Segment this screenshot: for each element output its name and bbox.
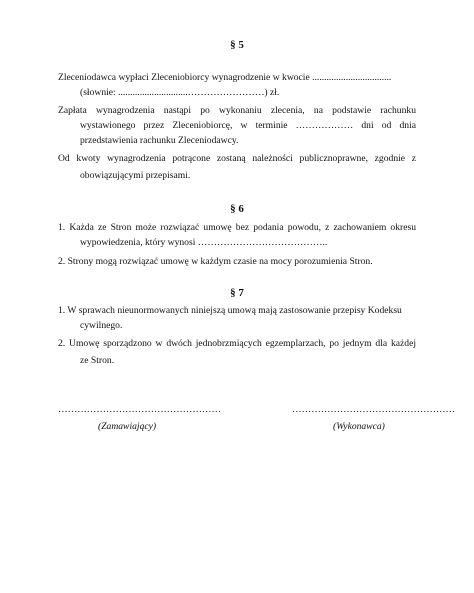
section-6-line-2: wypowiedzenia, który wynosi ………………………………….. <box>80 237 328 248</box>
section-7-line-2: cywilnego. <box>80 320 123 331</box>
section-5-line-6: Od kwoty wynagrodzenia potrącone zostaną należności publicznoprawne, zgodnie z <box>58 153 416 164</box>
section-5-line-4: wystawionego przez Zleceniobiorcę, w terminie ……………… dni od dnia <box>80 120 416 131</box>
section-5-line-1: Zleceniodawca wypłaci Zleceniobiorcy wynagrodzenie w kwocie ................................. <box>58 72 392 83</box>
section-5-line-5: przedstawienia rachunku Zleceniodawcy. <box>80 135 239 146</box>
section-7-line-4: ze Stron. <box>80 355 115 366</box>
section-5-line-7: obowiązującymi przepisami. <box>80 170 191 181</box>
section-5-line-2: (słownie: .............................……………………) zł. <box>80 87 280 98</box>
section-7-heading: § 7 <box>230 287 244 299</box>
signature-line-right: …………………………………………… <box>292 404 456 415</box>
section-5-line-3: Zapłata wynagrodzenia nastąpi po wykonaniu zlecenia, na podstawie rachunku <box>58 105 416 116</box>
section-5-heading: § 5 <box>230 39 244 51</box>
section-6-line-1: 1. Każda ze Stron może rozwiązać umowę bez podania powodu, z zachowaniem okresu <box>58 222 416 233</box>
section-6-heading: § 6 <box>230 203 244 215</box>
signature-line-left: …………………………………………… <box>58 404 222 415</box>
section-7-line-3: 2. Umowę sporządzono w dwóch jednobrzmiących egzemplarzach, po jednym dla każdej <box>58 338 416 349</box>
section-7-line-1: 1. W sprawach nieunormowanych niniejszą umową mają zastosowanie przepisy Kodeksu <box>58 305 402 316</box>
section-6-line-3: 2. Strony mogą rozwiązać umowę w każdym czasie na mocy porozumienia Stron. <box>58 256 373 267</box>
signature-label-left: (Zamawiający) <box>98 421 157 432</box>
signature-label-right: (Wykonawca) <box>333 421 385 432</box>
